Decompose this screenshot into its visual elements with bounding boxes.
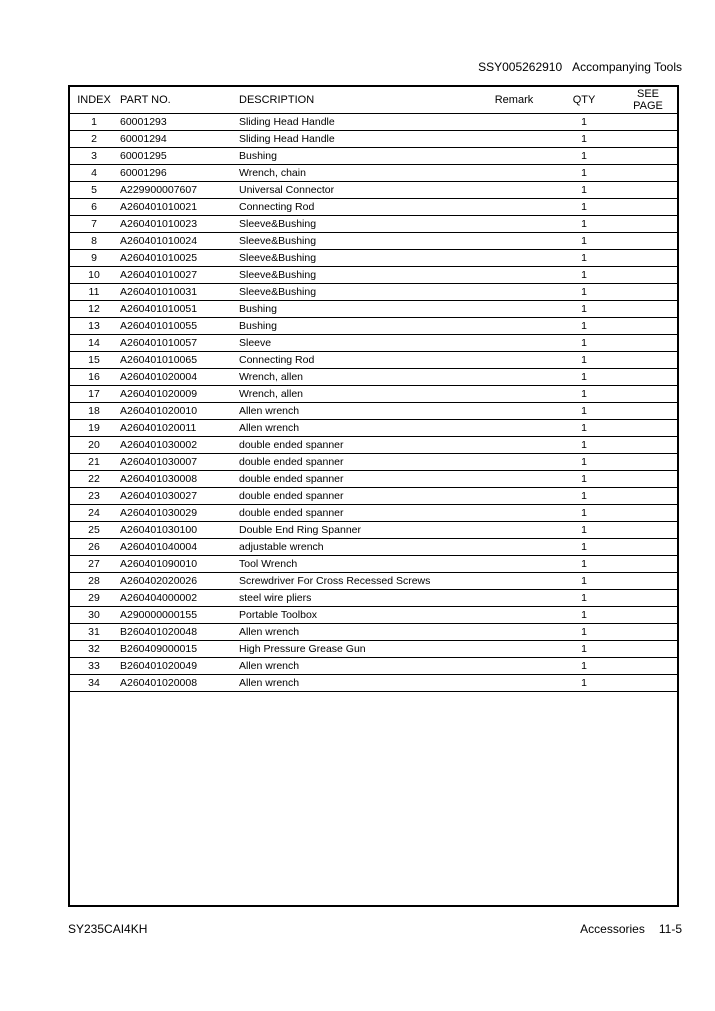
cell-index: 31 <box>70 624 118 641</box>
cell-qty: 1 <box>549 386 619 403</box>
cell-index: 14 <box>70 335 118 352</box>
cell-index: 6 <box>70 199 118 216</box>
cell-remark <box>479 267 549 284</box>
cell-part-no: A290000000155 <box>118 607 239 624</box>
cell-index: 11 <box>70 284 118 301</box>
cell-part-no: A260401090010 <box>118 556 239 573</box>
cell-qty: 1 <box>549 267 619 284</box>
cell-description: Allen wrench <box>239 624 479 641</box>
cell-index: 23 <box>70 488 118 505</box>
cell-see-page <box>619 250 677 267</box>
cell-see-page <box>619 539 677 556</box>
table-row <box>70 590 677 607</box>
table-row <box>70 675 677 692</box>
cell-index: 20 <box>70 437 118 454</box>
table-row <box>70 114 677 131</box>
cell-qty: 1 <box>549 658 619 675</box>
cell-see-page <box>619 641 677 658</box>
cell-remark <box>479 131 549 148</box>
cell-description: double ended spanner <box>239 471 479 488</box>
cell-index: 26 <box>70 539 118 556</box>
cell-description: Sleeve <box>239 335 479 352</box>
cell-remark <box>479 573 549 590</box>
cell-description: adjustable wrench <box>239 539 479 556</box>
cell-remark <box>479 233 549 250</box>
cell-see-page <box>619 675 677 692</box>
cell-see-page <box>619 607 677 624</box>
cell-remark <box>479 182 549 199</box>
cell-see-page <box>619 403 677 420</box>
cell-description: Sliding Head Handle <box>239 131 479 148</box>
footer-model: SY235CAI4KH <box>68 922 148 936</box>
cell-remark <box>479 556 549 573</box>
cell-index: 30 <box>70 607 118 624</box>
table-row <box>70 335 677 352</box>
cell-description: Double End Ring Spanner <box>239 522 479 539</box>
cell-see-page <box>619 471 677 488</box>
cell-index: 3 <box>70 148 118 165</box>
cell-description: double ended spanner <box>239 437 479 454</box>
column-header-remark: Remark <box>479 87 549 114</box>
table-row <box>70 658 677 675</box>
cell-remark <box>479 352 549 369</box>
cell-part-no: A260401010051 <box>118 301 239 318</box>
cell-description: Wrench, allen <box>239 386 479 403</box>
cell-remark <box>479 505 549 522</box>
cell-qty: 1 <box>549 522 619 539</box>
cell-remark <box>479 437 549 454</box>
table-row <box>70 352 677 369</box>
cell-see-page <box>619 658 677 675</box>
cell-qty: 1 <box>549 114 619 131</box>
cell-see-page <box>619 369 677 386</box>
cell-description: double ended spanner <box>239 454 479 471</box>
cell-remark <box>479 318 549 335</box>
cell-qty: 1 <box>549 301 619 318</box>
cell-index: 12 <box>70 301 118 318</box>
cell-qty: 1 <box>549 420 619 437</box>
cell-remark <box>479 369 549 386</box>
cell-description: Sleeve&Bushing <box>239 267 479 284</box>
cell-see-page <box>619 454 677 471</box>
table-row <box>70 471 677 488</box>
cell-qty: 1 <box>549 352 619 369</box>
cell-index: 22 <box>70 471 118 488</box>
table-header-row <box>70 87 677 114</box>
cell-part-no: B260401020048 <box>118 624 239 641</box>
cell-description: Allen wrench <box>239 675 479 692</box>
cell-part-no: A260401020009 <box>118 386 239 403</box>
table-row <box>70 386 677 403</box>
cell-description: Allen wrench <box>239 420 479 437</box>
cell-see-page <box>619 301 677 318</box>
cell-see-page <box>619 199 677 216</box>
table-row <box>70 573 677 590</box>
cell-qty: 1 <box>549 165 619 182</box>
cell-qty: 1 <box>549 182 619 199</box>
cell-description: Connecting Rod <box>239 352 479 369</box>
cell-see-page <box>619 267 677 284</box>
cell-description: Bushing <box>239 301 479 318</box>
table-row <box>70 403 677 420</box>
see-page-line2: PAGE <box>633 100 663 112</box>
cell-remark <box>479 675 549 692</box>
cell-remark <box>479 624 549 641</box>
cell-index: 13 <box>70 318 118 335</box>
table-row <box>70 199 677 216</box>
cell-part-no: A260401030008 <box>118 471 239 488</box>
cell-qty: 1 <box>549 148 619 165</box>
cell-see-page <box>619 216 677 233</box>
cell-part-no: A260401040004 <box>118 539 239 556</box>
parts-table <box>70 87 677 692</box>
table-row <box>70 250 677 267</box>
cell-see-page <box>619 114 677 131</box>
cell-qty: 1 <box>549 233 619 250</box>
cell-remark <box>479 641 549 658</box>
cell-index: 34 <box>70 675 118 692</box>
cell-description: Wrench, allen <box>239 369 479 386</box>
cell-remark <box>479 403 549 420</box>
cell-description: Sliding Head Handle <box>239 114 479 131</box>
cell-part-no: A260402020026 <box>118 573 239 590</box>
table-row <box>70 284 677 301</box>
cell-description: steel wire pliers <box>239 590 479 607</box>
cell-see-page <box>619 590 677 607</box>
cell-remark <box>479 522 549 539</box>
table-row <box>70 454 677 471</box>
cell-see-page <box>619 488 677 505</box>
cell-part-no: A260401030029 <box>118 505 239 522</box>
cell-see-page <box>619 573 677 590</box>
table-row <box>70 437 677 454</box>
page-number: 11-5 <box>658 922 682 936</box>
cell-description: High Pressure Grease Gun <box>239 641 479 658</box>
cell-index: 32 <box>70 641 118 658</box>
table-row <box>70 556 677 573</box>
cell-qty: 1 <box>549 318 619 335</box>
cell-qty: 1 <box>549 590 619 607</box>
cell-remark <box>479 216 549 233</box>
table-row <box>70 641 677 658</box>
table-row <box>70 267 677 284</box>
cell-description: Sleeve&Bushing <box>239 233 479 250</box>
cell-remark <box>479 471 549 488</box>
table-row <box>70 420 677 437</box>
cell-see-page <box>619 182 677 199</box>
cell-description: Bushing <box>239 318 479 335</box>
cell-see-page <box>619 624 677 641</box>
cell-qty: 1 <box>549 131 619 148</box>
cell-see-page <box>619 318 677 335</box>
table-row <box>70 301 677 318</box>
cell-remark <box>479 607 549 624</box>
cell-part-no: A229900007607 <box>118 182 239 199</box>
cell-description: Portable Toolbox <box>239 607 479 624</box>
cell-description: Bushing <box>239 148 479 165</box>
cell-part-no: A260401020011 <box>118 420 239 437</box>
cell-description: Tool Wrench <box>239 556 479 573</box>
cell-qty: 1 <box>549 488 619 505</box>
cell-description: Allen wrench <box>239 403 479 420</box>
cell-part-no: 60001295 <box>118 148 239 165</box>
cell-index: 21 <box>70 454 118 471</box>
cell-description: double ended spanner <box>239 505 479 522</box>
cell-qty: 1 <box>549 607 619 624</box>
cell-description: Sleeve&Bushing <box>239 284 479 301</box>
cell-description: Sleeve&Bushing <box>239 250 479 267</box>
cell-index: 16 <box>70 369 118 386</box>
cell-part-no: 60001294 <box>118 131 239 148</box>
table-row <box>70 131 677 148</box>
cell-remark <box>479 199 549 216</box>
cell-description: Connecting Rod <box>239 199 479 216</box>
cell-index: 29 <box>70 590 118 607</box>
cell-index: 1 <box>70 114 118 131</box>
cell-remark <box>479 454 549 471</box>
cell-description: Sleeve&Bushing <box>239 216 479 233</box>
cell-part-no: 60001296 <box>118 165 239 182</box>
cell-part-no: A260401010021 <box>118 199 239 216</box>
section-title: Accompanying Tools <box>572 60 682 74</box>
cell-remark <box>479 335 549 352</box>
cell-part-no: A260401010065 <box>118 352 239 369</box>
table-row <box>70 539 677 556</box>
cell-index: 8 <box>70 233 118 250</box>
cell-remark <box>479 301 549 318</box>
cell-see-page <box>619 352 677 369</box>
cell-remark <box>479 420 549 437</box>
cell-remark <box>479 148 549 165</box>
cell-see-page <box>619 556 677 573</box>
cell-qty: 1 <box>549 216 619 233</box>
cell-remark <box>479 539 549 556</box>
column-header-index: INDEX <box>70 87 118 114</box>
table-row <box>70 318 677 335</box>
cell-part-no: A260401010027 <box>118 267 239 284</box>
table-row <box>70 624 677 641</box>
cell-qty: 1 <box>549 369 619 386</box>
cell-part-no: A260401010025 <box>118 250 239 267</box>
cell-remark <box>479 114 549 131</box>
table-row <box>70 369 677 386</box>
table-row <box>70 216 677 233</box>
cell-index: 27 <box>70 556 118 573</box>
cell-index: 19 <box>70 420 118 437</box>
cell-index: 15 <box>70 352 118 369</box>
column-header-description: DESCRIPTION <box>239 87 479 114</box>
cell-see-page <box>619 420 677 437</box>
cell-qty: 1 <box>549 471 619 488</box>
cell-remark <box>479 658 549 675</box>
cell-part-no: A260401020004 <box>118 369 239 386</box>
cell-index: 18 <box>70 403 118 420</box>
cell-description: Allen wrench <box>239 658 479 675</box>
cell-qty: 1 <box>549 675 619 692</box>
table-row <box>70 148 677 165</box>
cell-qty: 1 <box>549 573 619 590</box>
document-code: SSY005262910 <box>478 60 563 74</box>
cell-part-no: A260401030027 <box>118 488 239 505</box>
cell-qty: 1 <box>549 284 619 301</box>
cell-remark <box>479 284 549 301</box>
see-page-line1: SEE <box>636 88 659 100</box>
cell-index: 25 <box>70 522 118 539</box>
cell-index: 17 <box>70 386 118 403</box>
cell-qty: 1 <box>549 250 619 267</box>
cell-index: 4 <box>70 165 118 182</box>
cell-part-no: A260401030007 <box>118 454 239 471</box>
column-header-see-page <box>619 87 677 114</box>
cell-part-no: A260401030100 <box>118 522 239 539</box>
cell-part-no: B260401020049 <box>118 658 239 675</box>
cell-index: 33 <box>70 658 118 675</box>
cell-remark <box>479 250 549 267</box>
cell-part-no: B260409000015 <box>118 641 239 658</box>
cell-qty: 1 <box>549 556 619 573</box>
cell-index: 5 <box>70 182 118 199</box>
cell-part-no: A260401010055 <box>118 318 239 335</box>
cell-qty: 1 <box>549 539 619 556</box>
cell-part-no: A260404000002 <box>118 590 239 607</box>
cell-description: Wrench, chain <box>239 165 479 182</box>
cell-index: 9 <box>70 250 118 267</box>
cell-qty: 1 <box>549 403 619 420</box>
page-footer <box>580 922 682 936</box>
cell-part-no: 60001293 <box>118 114 239 131</box>
column-header-qty: QTY <box>549 87 619 114</box>
table-body <box>70 114 677 692</box>
cell-description: Universal Connector <box>239 182 479 199</box>
cell-remark <box>479 165 549 182</box>
cell-remark <box>479 590 549 607</box>
cell-qty: 1 <box>549 505 619 522</box>
table-row <box>70 607 677 624</box>
parts-list-frame <box>68 85 679 907</box>
column-header-part-no: PART NO. <box>118 87 239 114</box>
table-row <box>70 505 677 522</box>
cell-qty: 1 <box>549 437 619 454</box>
cell-part-no: A260401020008 <box>118 675 239 692</box>
cell-part-no: A260401010023 <box>118 216 239 233</box>
cell-description: double ended spanner <box>239 488 479 505</box>
cell-part-no: A260401010031 <box>118 284 239 301</box>
cell-index: 28 <box>70 573 118 590</box>
cell-description: Screwdriver For Cross Recessed Screws <box>239 573 479 590</box>
cell-part-no: A260401020010 <box>118 403 239 420</box>
table-row <box>70 488 677 505</box>
cell-index: 2 <box>70 131 118 148</box>
cell-remark <box>479 386 549 403</box>
cell-see-page <box>619 131 677 148</box>
cell-qty: 1 <box>549 641 619 658</box>
cell-index: 10 <box>70 267 118 284</box>
table-row <box>70 522 677 539</box>
cell-qty: 1 <box>549 624 619 641</box>
cell-qty: 1 <box>549 335 619 352</box>
cell-see-page <box>619 437 677 454</box>
table-row <box>70 233 677 250</box>
cell-part-no: A260401030002 <box>118 437 239 454</box>
cell-qty: 1 <box>549 454 619 471</box>
footer-chapter: Accessories <box>580 922 645 936</box>
table-row <box>70 182 677 199</box>
cell-remark <box>479 488 549 505</box>
page-header <box>478 60 682 74</box>
cell-part-no: A260401010024 <box>118 233 239 250</box>
cell-index: 24 <box>70 505 118 522</box>
cell-qty: 1 <box>549 199 619 216</box>
cell-index: 7 <box>70 216 118 233</box>
cell-see-page <box>619 148 677 165</box>
cell-see-page <box>619 522 677 539</box>
cell-see-page <box>619 165 677 182</box>
cell-see-page <box>619 233 677 250</box>
cell-see-page <box>619 505 677 522</box>
cell-see-page <box>619 335 677 352</box>
cell-part-no: A260401010057 <box>118 335 239 352</box>
cell-see-page <box>619 284 677 301</box>
cell-see-page <box>619 386 677 403</box>
table-row <box>70 165 677 182</box>
